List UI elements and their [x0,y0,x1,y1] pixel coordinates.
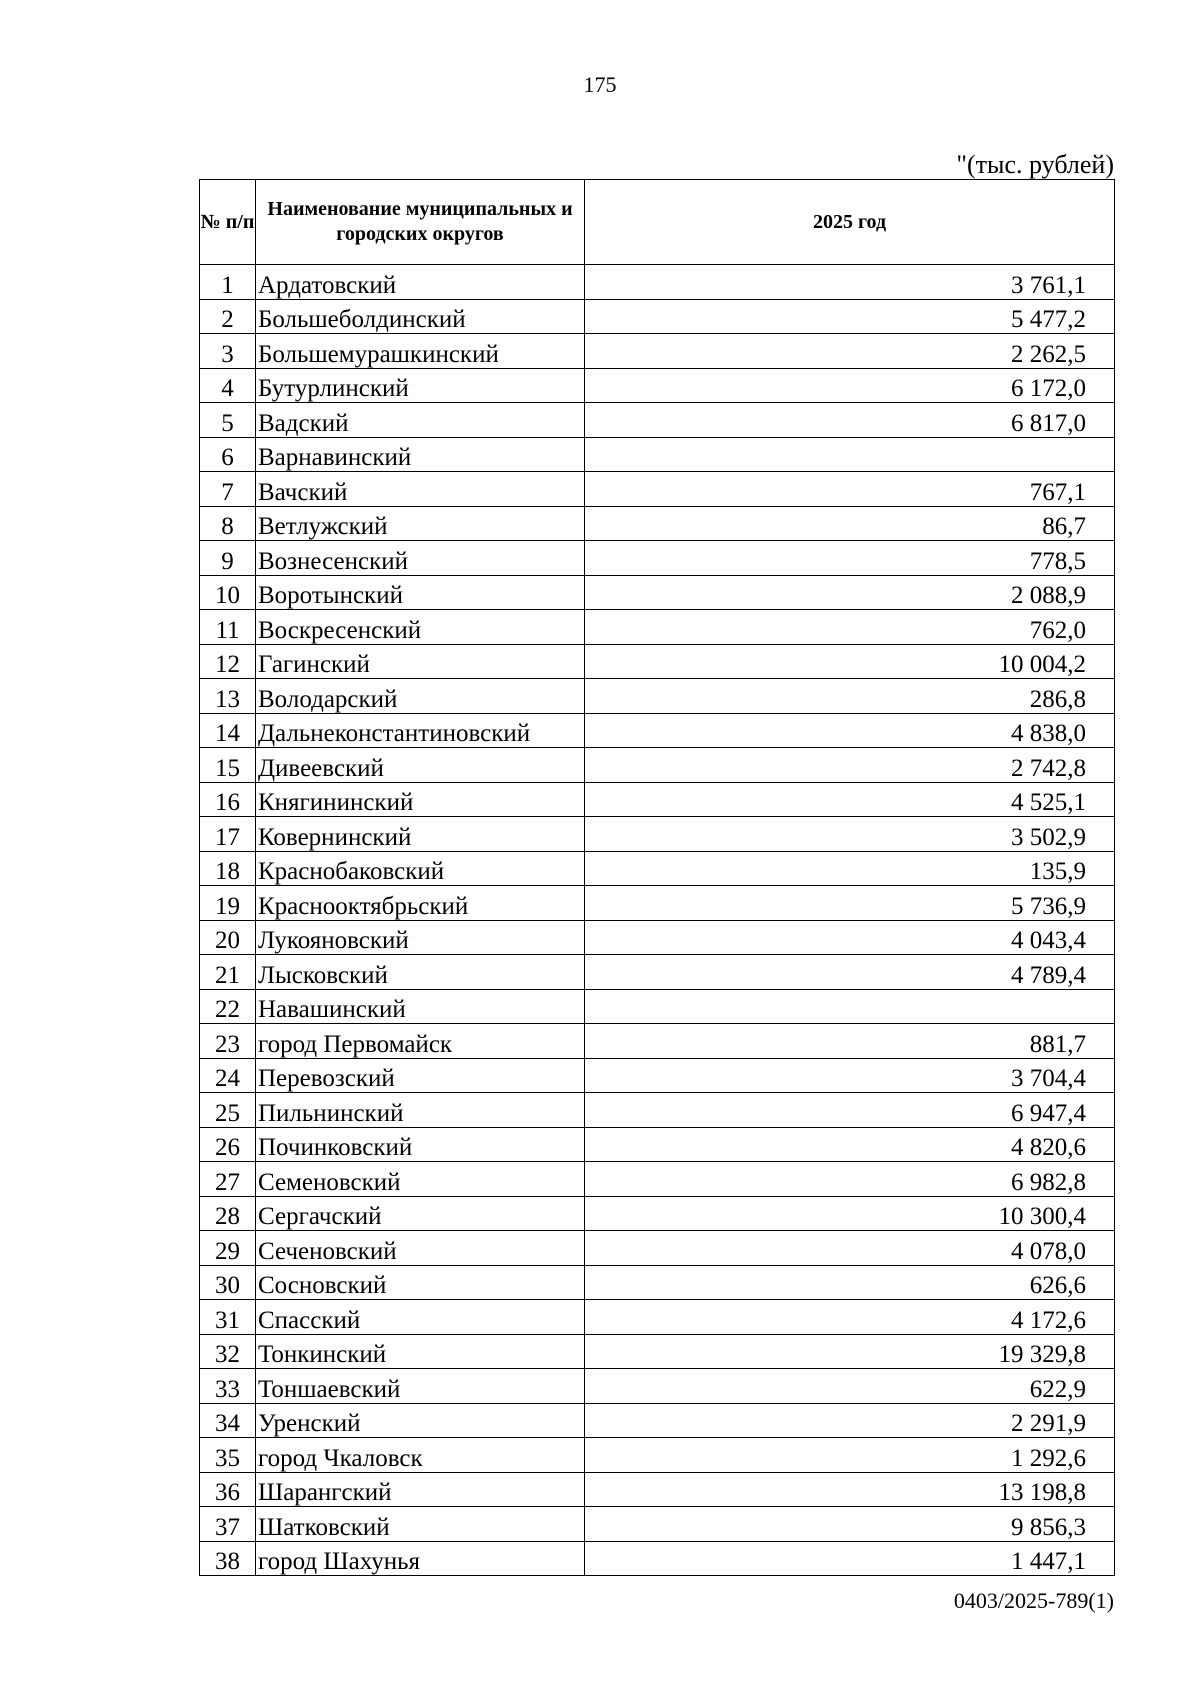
row-name: Лысковский [256,955,585,990]
table-row [200,713,1115,748]
row-value: 881,7 [585,1024,1115,1059]
row-value: 6 817,0 [585,403,1115,438]
row-name: Гагинский [256,644,585,679]
row-name: Тоншаевский [256,1369,585,1404]
row-name: Ардатовский [256,265,585,300]
row-name: Сергачский [256,1196,585,1231]
row-name: Вачский [256,472,585,507]
row-value: 19 329,8 [585,1334,1115,1369]
row-number: 28 [200,1196,256,1231]
row-number: 32 [200,1334,256,1369]
row-value [585,437,1115,472]
row-number: 10 [200,575,256,610]
row-value: 622,9 [585,1369,1115,1404]
row-name: Краснобаковский [256,851,585,886]
row-name: Краснооктябрьский [256,886,585,921]
row-number: 1 [200,265,256,300]
row-value: 135,9 [585,851,1115,886]
row-number: 13 [200,679,256,714]
row-number: 33 [200,1369,256,1404]
row-name: Спасский [256,1300,585,1335]
table-row [200,1300,1115,1335]
document-code: 0403/2025-789(1) [953,1588,1114,1613]
table-row [200,334,1115,369]
row-number: 17 [200,817,256,852]
row-value: 3 704,4 [585,1058,1115,1093]
row-value: 2 088,9 [585,575,1115,610]
row-value: 4 838,0 [585,713,1115,748]
row-number: 38 [200,1541,256,1576]
row-value: 286,8 [585,679,1115,714]
row-number: 34 [200,1403,256,1438]
row-value: 4 525,1 [585,782,1115,817]
row-number: 12 [200,644,256,679]
table-row [200,851,1115,886]
table-row [200,472,1115,507]
row-number: 19 [200,886,256,921]
row-name: Починковский [256,1127,585,1162]
row-number: 30 [200,1265,256,1300]
row-name: город Первомайск [256,1024,585,1059]
row-number: 29 [200,1231,256,1266]
row-number: 31 [200,1300,256,1335]
row-name: Перевозский [256,1058,585,1093]
row-number: 3 [200,334,256,369]
row-number: 23 [200,1024,256,1059]
table-row [200,1093,1115,1128]
table-row [200,782,1115,817]
row-name: город Чкаловск [256,1438,585,1473]
row-name: Сосновский [256,1265,585,1300]
row-name: Ковернинский [256,817,585,852]
row-name: Тонкинский [256,1334,585,1369]
table-row [200,644,1115,679]
row-value: 6 947,4 [585,1093,1115,1128]
row-value: 6 982,8 [585,1162,1115,1197]
row-number: 36 [200,1472,256,1507]
row-number: 18 [200,851,256,886]
row-number: 5 [200,403,256,438]
row-value: 4 043,4 [585,920,1115,955]
header-num: № п/п [200,180,256,265]
table-row [200,817,1115,852]
table-body [200,265,1115,1576]
row-number: 27 [200,1162,256,1197]
row-name: Бутурлинский [256,368,585,403]
row-name: Уренский [256,1403,585,1438]
table-row [200,955,1115,990]
row-name: Княгининский [256,782,585,817]
table-row [200,989,1115,1024]
table-row [200,541,1115,576]
table-row [200,1196,1115,1231]
row-number: 37 [200,1507,256,1542]
row-name: Вознесенский [256,541,585,576]
row-number: 24 [200,1058,256,1093]
row-number: 25 [200,1093,256,1128]
table-row [200,1438,1115,1473]
table-row [200,610,1115,645]
table-row [200,1231,1115,1266]
row-number: 11 [200,610,256,645]
row-name: Володарский [256,679,585,714]
row-value: 3 502,9 [585,817,1115,852]
table-row [200,1162,1115,1197]
table-row [200,1472,1115,1507]
row-name: Сеченовский [256,1231,585,1266]
row-number: 4 [200,368,256,403]
row-name: Воскресенский [256,610,585,645]
row-value: 5 477,2 [585,299,1115,334]
table-row [200,1127,1115,1162]
row-number: 22 [200,989,256,1024]
table-row [200,1024,1115,1059]
table-row [200,368,1115,403]
table-row [200,575,1115,610]
row-number: 15 [200,748,256,783]
row-name: Большеболдинский [256,299,585,334]
row-value: 4 789,4 [585,955,1115,990]
table-row [200,1334,1115,1369]
row-value: 1 447,1 [585,1541,1115,1576]
table-row [200,1265,1115,1300]
row-value: 762,0 [585,610,1115,645]
row-name: Шатковский [256,1507,585,1542]
row-number: 20 [200,920,256,955]
row-value: 767,1 [585,472,1115,507]
table-row [200,299,1115,334]
row-value: 86,7 [585,506,1115,541]
row-name: Ветлужский [256,506,585,541]
row-number: 21 [200,955,256,990]
table-header-row [200,180,1115,265]
row-value: 4 820,6 [585,1127,1115,1162]
row-value: 1 292,6 [585,1438,1115,1473]
row-value: 2 262,5 [585,334,1115,369]
table-row [200,920,1115,955]
row-number: 8 [200,506,256,541]
row-value: 10 004,2 [585,644,1115,679]
header-name: Наименование муниципальных и городских округов [256,180,585,265]
row-number: 7 [200,472,256,507]
row-value: 10 300,4 [585,1196,1115,1231]
row-value: 3 761,1 [585,265,1115,300]
row-name: Дальнеконстантиновский [256,713,585,748]
table-row [200,1541,1115,1576]
row-name: Воротынский [256,575,585,610]
row-value: 4 172,6 [585,1300,1115,1335]
row-value: 4 078,0 [585,1231,1115,1266]
row-name: Навашинский [256,989,585,1024]
table-row [200,506,1115,541]
row-value: 2 742,8 [585,748,1115,783]
table-row [200,1403,1115,1438]
row-value: 5 736,9 [585,886,1115,921]
table-row [200,1507,1115,1542]
table-row [200,886,1115,921]
row-number: 16 [200,782,256,817]
row-name: Вадский [256,403,585,438]
row-name: Большемурашкинский [256,334,585,369]
page-number: 175 [583,72,617,97]
table-row [200,748,1115,783]
table-row [200,679,1115,714]
row-value: 9 856,3 [585,1507,1115,1542]
row-number: 2 [200,299,256,334]
row-value: 778,5 [585,541,1115,576]
row-name: Варнавинский [256,437,585,472]
header-year: 2025 год [585,180,1115,265]
table-row [200,1369,1115,1404]
row-value: 6 172,0 [585,368,1115,403]
table-row [200,437,1115,472]
row-number: 6 [200,437,256,472]
table-row [200,265,1115,300]
row-name: Семеновский [256,1162,585,1197]
row-value: 2 291,9 [585,1403,1115,1438]
units-label: "(тыс. рублей) [956,150,1114,179]
row-name: Лукояновский [256,920,585,955]
table-row [200,1058,1115,1093]
row-number: 35 [200,1438,256,1473]
row-name: Пильнинский [256,1093,585,1128]
row-number: 9 [200,541,256,576]
row-value: 13 198,8 [585,1472,1115,1507]
row-number: 26 [200,1127,256,1162]
table-row [200,403,1115,438]
row-name: Дивеевский [256,748,585,783]
municipal-table [199,179,1115,1576]
row-number: 14 [200,713,256,748]
row-value: 626,6 [585,1265,1115,1300]
row-value [585,989,1115,1024]
row-name: Шарангский [256,1472,585,1507]
row-name: город Шахунья [256,1541,585,1576]
